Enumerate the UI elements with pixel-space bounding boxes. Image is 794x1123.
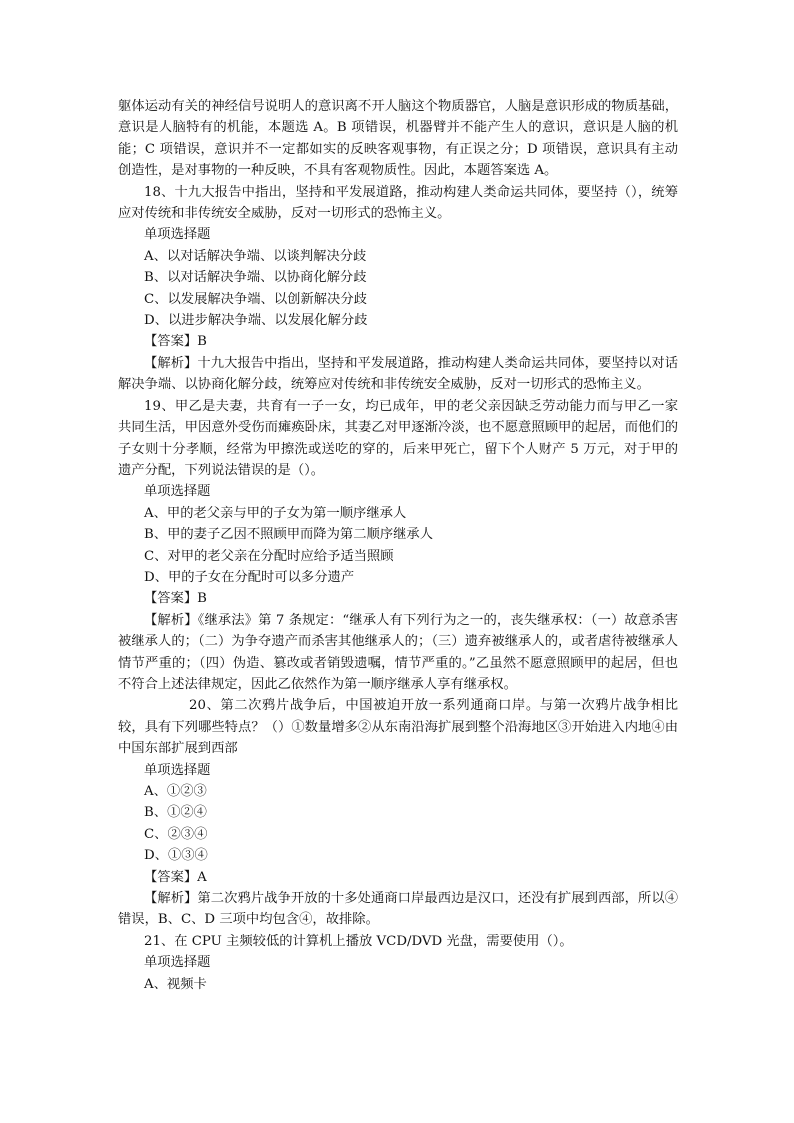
answer: 【答案】B: [144, 334, 207, 350]
question-stem: 18、十九大报告中指出，坚持和平发展道路，推动构建人类命运共同体，要坚持（），统筹应对传统和非传统安全威胁，反对一切形式的恐怖主义。: [118, 184, 678, 222]
question-18: [118, 182, 678, 396]
question-19: [118, 396, 678, 696]
option-b: B、以对话解决争端、以协商化解分歧: [144, 270, 367, 286]
option-d: D、以进步解决争端、以发展化解分歧: [144, 313, 368, 329]
analysis: 【解析】第二次鸦片战争开放的十多处通商口岸最西边是汉口，还没有扩展到西部，所以④错误，B、C、D 三项中均包含④，故排除。: [118, 891, 678, 928]
option-d: D、甲的子女在分配时可以多分遗产: [144, 569, 355, 585]
analysis: 【解析】《继承法》第 7 条规定：“继承人有下列行为之一的，丧失继承权：（一）故意杀害被继承人的；（二）为争夺遗产而杀害其他继承人的；（三）遗弃被继承人的，或者虐待被继承人情节严重的；（四）伪造、篡改或者销毁遗嘱，情节严重的。”乙虽然不愿意照顾甲的起居，但也不符合上述法律规定，因此乙依然作为第一顺序继承人享有继承权。: [118, 612, 678, 692]
option-d: D、①③④: [144, 848, 208, 864]
option-b: B、甲的妻子乙因不照顾甲而降为第二顺序继承人: [144, 527, 434, 543]
answer: 【答案】B: [144, 591, 207, 607]
question-stem: 19、甲乙是夫妻，共育有一子一女，均已成年，甲的老父亲因缺乏劳动能力而与甲乙一家共同生活，甲因意外受伤而瘫痪卧床，其妻乙对甲逐渐冷淡，也不愿意照顾甲的起居，而他们的子女则十分孝顺，经常为甲擦洗或送吃的穿的，后来甲死亡，留下个人财产 5 万元，对于甲的遗产分配，下列说法错误的是（）。: [118, 398, 678, 478]
question-stem: 21、在 CPU 主频较低的计算机上播放 VCD/DVD 光盘，需要使用（）。: [144, 933, 573, 949]
question-type: 单项选择题: [144, 762, 211, 778]
question-21: [118, 931, 678, 995]
option-a: A、视频卡: [144, 976, 207, 992]
document-body: [118, 96, 678, 995]
option-c: C、对甲的老父亲在分配时应给予适当照顾: [144, 548, 394, 564]
option-a: A、以对话解决争端、以谈判解决分歧: [144, 248, 367, 264]
option-a: A、①②③: [144, 784, 207, 799]
question-stem: 20、第二次鸦片战争后，中国被迫开放一系列通商口岸。与第一次鸦片战争相比较，具有下列哪些特点？（）①数量增多②从东南沿海扩展到整个沿海地区③开始进入内地④由中国东部扩展到西部: [118, 698, 678, 757]
question-type: 单项选择题: [144, 955, 211, 971]
option-c: C、以发展解决争端、以创新解决分歧: [144, 291, 367, 307]
option-b: B、①②④: [144, 805, 207, 821]
option-c: C、②③④: [144, 826, 208, 842]
question-type: 单项选择题: [144, 484, 211, 500]
analysis: 【解析】十九大报告中指出，坚持和平发展道路，推动构建人类命运共同体，要坚持以对话解决争端、以协商化解分歧，统筹应对传统和非传统安全威胁，反对一切形式的恐怖主义。: [118, 355, 678, 393]
option-a: A、甲的老父亲与甲的子女为第一顺序继承人: [144, 505, 407, 521]
question-type: 单项选择题: [144, 227, 211, 243]
answer: 【答案】A: [144, 869, 207, 885]
question-20: [118, 695, 678, 930]
prev-analysis-continuation: 躯体运动有关的神经信号说明人的意识离不开人脑这个物质器官，人脑是意识形成的物质基础，意识是人脑特有的机能，本题选 A。B 项错误，机器臂并不能产生人的意识，意识是人脑的机能；C 项错误，意识并不一定都如实的反映客观事物，有正误之分；D 项错误，意识具有主动创造性，是对事物的一种反映，不具有客观物质性。因此，本题答案选 A。: [118, 99, 678, 179]
